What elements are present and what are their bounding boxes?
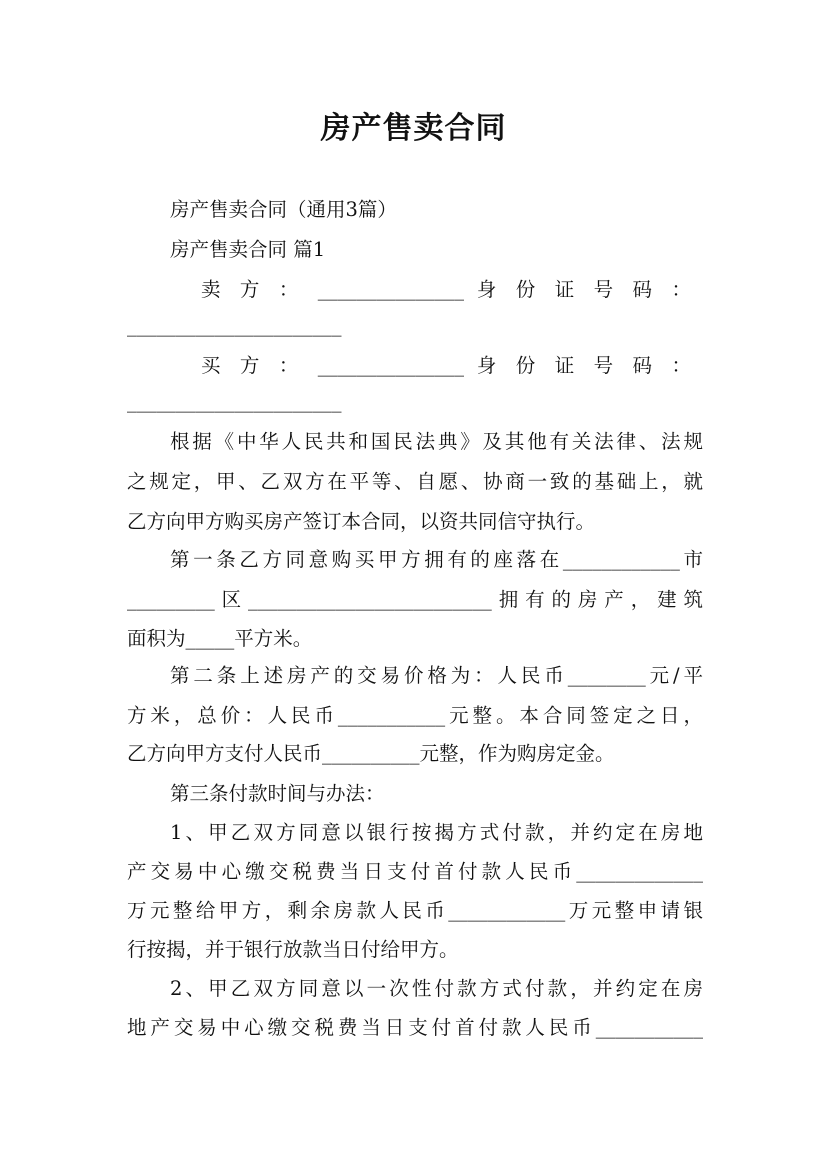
buyer-id-blank: ______________________ [127, 390, 342, 413]
clause-line: 行按揭，并于银行放款当日付给甲方。 [127, 938, 459, 961]
paragraph-line: 根据《中华人民共和国民法典》及其他有关法律、法规 [170, 430, 703, 453]
section-heading: 房产售卖合同 篇1 [170, 238, 326, 261]
article-line: 方米，总价：人民币___________元整。本合同签定之日， [127, 704, 703, 727]
clause-line: 万元整给甲方，剩余房款人民币____________万元整申请银 [127, 899, 703, 922]
clause-line: 2、甲乙双方同意以一次性付款方式付款，并约定在房 [170, 977, 703, 1000]
buyer-field-line: 买 方 ： _______________ 身 份 证 号 码 ： [201, 354, 691, 377]
subtitle-line: 房产售卖合同（通用3篇） [170, 198, 397, 221]
clause-line: 产交易中心缴交税费当日支付首付款人民币_____________ [127, 860, 703, 883]
clause-line: 1、甲乙双方同意以银行按揭方式付款，并约定在房地 [170, 821, 703, 844]
paragraph-line: 之规定，甲、乙双方在平等、自愿、协商一致的基础上，就 [127, 470, 703, 493]
seller-id-blank: ______________________ [127, 314, 342, 337]
article-line: 第二条上述房产的交易价格为：人民币________元/平 [170, 664, 703, 687]
paragraph-line: 乙方向甲方购买房产签订本合同，以资共同信守执行。 [127, 510, 596, 533]
article-line: 第三条付款时间与办法： [170, 782, 385, 805]
article-line: 面积为_____平方米。 [127, 627, 313, 650]
article-line: 第一条乙方同意购买甲方拥有的座落在____________市 [170, 548, 703, 571]
article-line: _________区_________________________拥有的房产，建筑 [127, 588, 703, 611]
document-title: 房产售卖合同 [320, 111, 507, 146]
article-line: 乙方向甲方支付人民币__________元整，作为购房定金。 [127, 742, 615, 765]
clause-line: 地产交易中心缴交税费当日支付首付款人民币___________ [127, 1016, 703, 1039]
seller-field-line: 卖 方 ： _______________ 身 份 证 号 码 ： [201, 278, 691, 301]
